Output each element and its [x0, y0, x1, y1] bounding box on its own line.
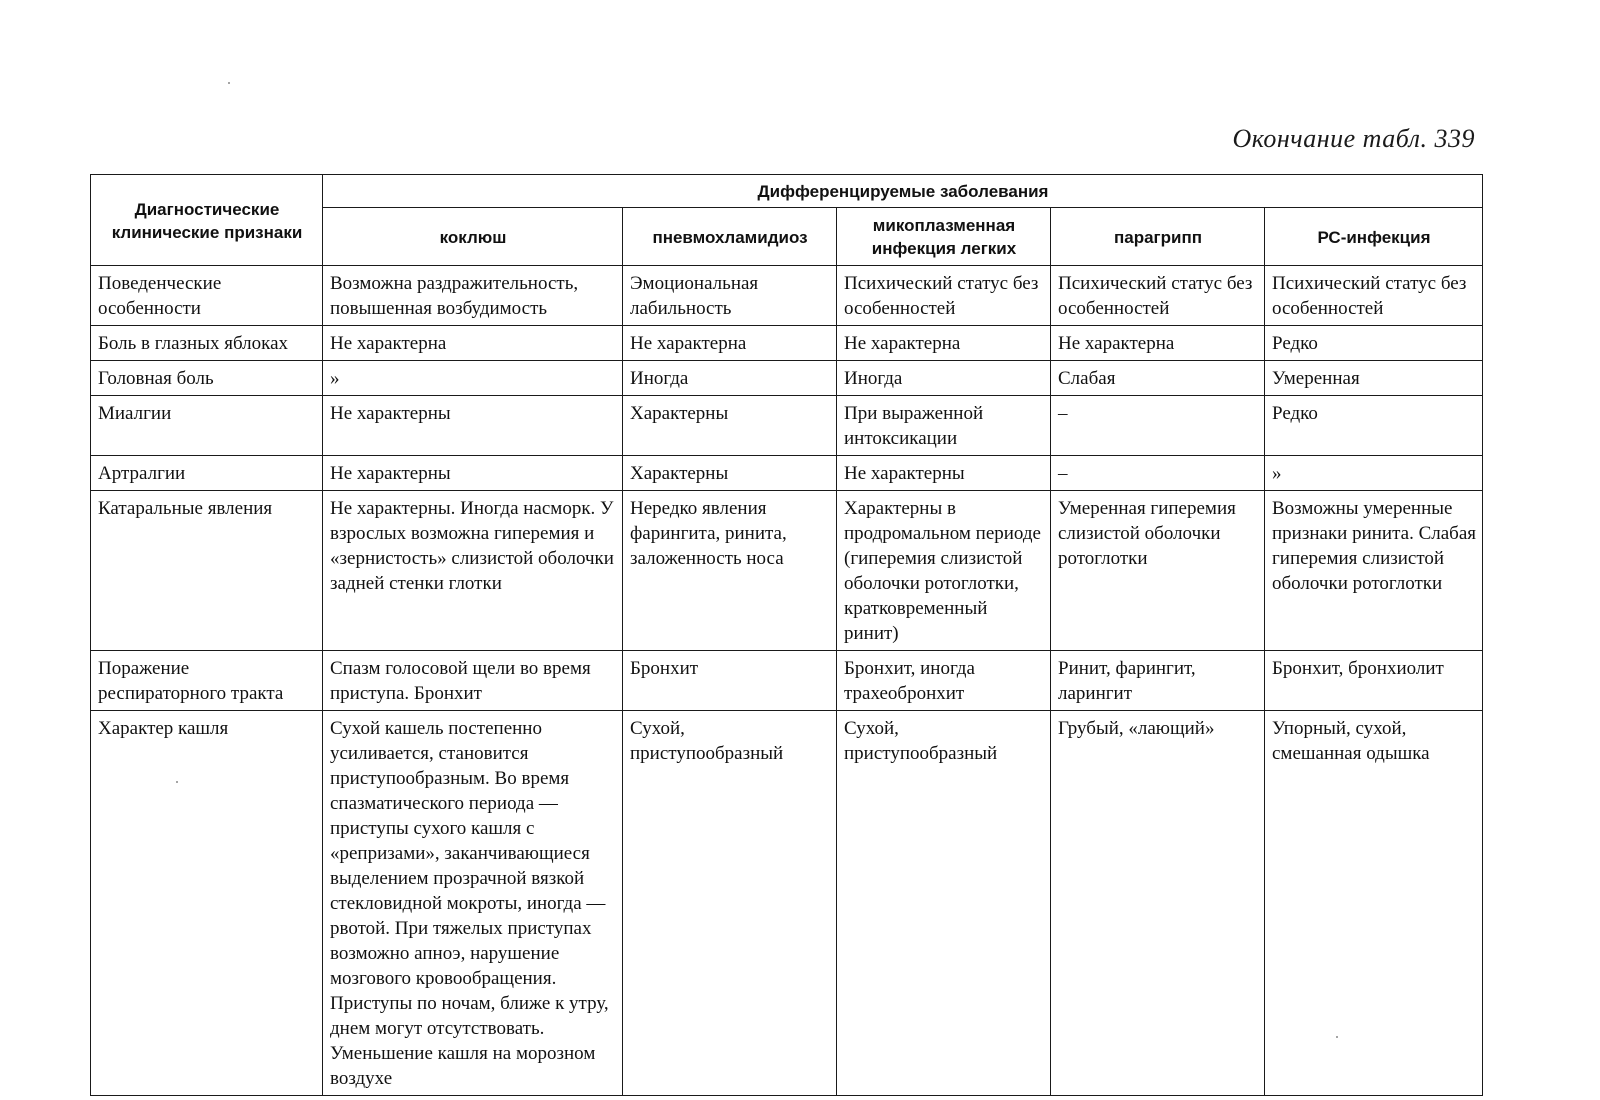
header-whooping-cough: коклюш: [323, 208, 623, 266]
row-sign: Миалгии: [91, 396, 323, 456]
table-cell: Ринит, фарингит, ларингит: [1051, 651, 1265, 711]
table-cell: Слабая: [1051, 361, 1265, 396]
table-cell: Не характерны: [323, 396, 623, 456]
header-diagnostic-signs: Диагностические клинические признаки: [91, 175, 323, 266]
row-sign: Головная боль: [91, 361, 323, 396]
table-row: [91, 361, 1483, 396]
table-cell: Не характерны: [837, 456, 1051, 491]
table-cell: Не характерны: [323, 456, 623, 491]
table-cell: Не характерна: [1051, 326, 1265, 361]
table-cell: –: [1051, 456, 1265, 491]
table-cell: Психический статус без особенностей: [837, 266, 1051, 326]
table-row: [91, 456, 1483, 491]
differential-diagnosis-table: [90, 174, 1483, 1096]
table-cell: Редко: [1265, 326, 1483, 361]
table-cell: Грубый, «лающий»: [1051, 711, 1265, 1096]
table-cell: Характерны: [623, 396, 837, 456]
row-sign: Поведенческие особенности: [91, 266, 323, 326]
table-row: [91, 711, 1483, 1096]
table-cell: Характерны в продромальном периоде (гиперемия слизистой оболочки ротоглотки, кратковременный ринит): [837, 491, 1051, 651]
table-caption: Окончание табл. 339: [1232, 124, 1475, 153]
table-cell: Бронхит, иногда трахеобронхит: [837, 651, 1051, 711]
row-sign: Боль в глазных яблоках: [91, 326, 323, 361]
table-cell: »: [1265, 456, 1483, 491]
table-row: [91, 396, 1483, 456]
header-mycoplasma-infection: микоплазменная инфекция легких: [837, 208, 1051, 266]
table-cell: При выраженной интоксикации: [837, 396, 1051, 456]
table-row: [91, 326, 1483, 361]
table-cell: Возможна раздражительность, повышенная возбудимость: [323, 266, 623, 326]
table-cell: Сухой кашель постепенно усиливается, становится приступообразным. Во время спазматического периода — приступы сухого кашля с «репризами», заканчивающиеся выделением прозрачной вязкой стекловидной мокроты, иногда — рвотой. При тяжелых приступах возможно апноэ, нарушение мозгового кровообращения. Приступы по ночам, ближе к утру, днем могут отсутствовать. Уменьшение кашля на морозном воздухе: [323, 711, 623, 1096]
table-cell: Возможны умеренные признаки ринита. Слабая гиперемия слизистой оболочки ротоглотки: [1265, 491, 1483, 651]
table-cell: Сухой, приступообразный: [623, 711, 837, 1096]
table-cell: Упорный, сухой, смешанная одышка: [1265, 711, 1483, 1096]
table-cell: Нередко явления фарингита, ринита, заложенность носа: [623, 491, 837, 651]
table-cell: Редко: [1265, 396, 1483, 456]
table-row: [91, 651, 1483, 711]
table-row: [91, 491, 1483, 651]
header-pneumochlamydiosis: пневмохламидиоз: [623, 208, 837, 266]
table-cell: Не характерны. Иногда насморк. У взрослых возможна гиперемия и «зернистость» слизистой оболочки задней стенки глотки: [323, 491, 623, 651]
table-cell: »: [323, 361, 623, 396]
table-cell: Характерны: [623, 456, 837, 491]
header-differentiated-diseases: Дифференцируемые заболевания: [323, 175, 1483, 208]
row-sign: Артралгии: [91, 456, 323, 491]
table-cell: Не характерна: [323, 326, 623, 361]
row-sign: Катаральные явления: [91, 491, 323, 651]
table-cell: –: [1051, 396, 1265, 456]
table-row: [91, 266, 1483, 326]
table-cell: Не характерна: [623, 326, 837, 361]
table-cell: Психический статус без особенностей: [1051, 266, 1265, 326]
table-cell: Бронхит, бронхиолит: [1265, 651, 1483, 711]
table-cell: Сухой, приступообразный: [837, 711, 1051, 1096]
header-rs-infection: РС-инфекция: [1265, 208, 1483, 266]
table-cell: Эмоциональная лабильность: [623, 266, 837, 326]
table-cell: Спазм голосовой щели во время приступа. Бронхит: [323, 651, 623, 711]
table-cell: Иногда: [623, 361, 837, 396]
row-sign: Характер кашля: [91, 711, 323, 1096]
scan-speck: [228, 82, 230, 84]
table-cell: Не характерна: [837, 326, 1051, 361]
header-parainfluenza: парагрипп: [1051, 208, 1265, 266]
row-sign: Поражение респираторного тракта: [91, 651, 323, 711]
table-cell: Умеренная гиперемия слизистой оболочки ротоглотки: [1051, 491, 1265, 651]
table-cell: Бронхит: [623, 651, 837, 711]
table-cell: Умеренная: [1265, 361, 1483, 396]
table-cell: Иногда: [837, 361, 1051, 396]
table-cell: Психический статус без особенностей: [1265, 266, 1483, 326]
